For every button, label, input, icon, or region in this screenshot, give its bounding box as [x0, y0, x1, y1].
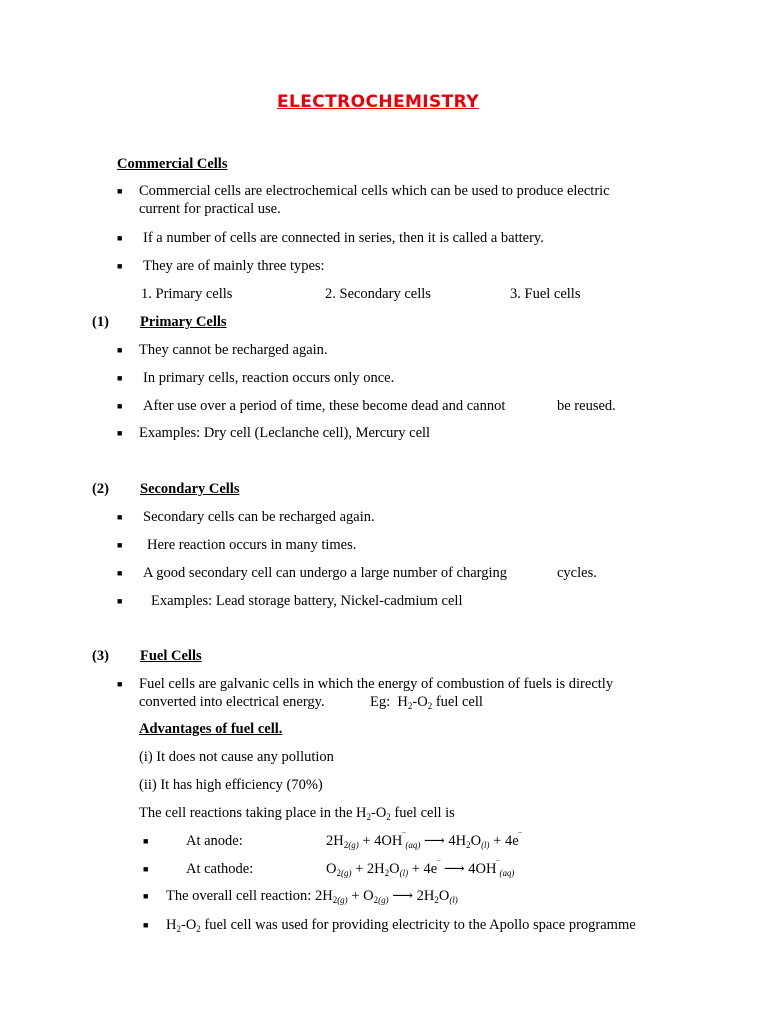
- bullet-icon: ■: [117, 401, 123, 411]
- document-title: ELECTROCHEMISTRY: [277, 92, 479, 112]
- bullet-icon: ■: [117, 428, 123, 438]
- advantages-heading: Advantages of fuel cell.: [139, 721, 283, 737]
- cell-type-secondary: 2. Secondary cells: [325, 286, 431, 302]
- fuel-cells-heading: Fuel Cells: [140, 648, 202, 664]
- bullet-icon: ■: [117, 596, 123, 606]
- bullet-icon: ■: [117, 540, 123, 550]
- cathode-equation: $O_{2(g)} + 2H_2O_{(l)} + 4e^‾$ ⟶ $4OH^‾_{(aq)}$: [326, 860, 515, 879]
- primary-bullet-2: In primary cells, reaction occurs only once.: [143, 370, 395, 386]
- secondary-bullet-4: Examples: Lead storage battery, Nickel-cadmium cell: [151, 593, 463, 609]
- advantage-1: (i) It does not cause any pollution: [139, 749, 334, 765]
- commercial-bullet-1-line-2: current for practical use.: [139, 201, 281, 217]
- anode-label: At anode:: [186, 833, 243, 849]
- anode-equation: $2H_{2(g)} + 4OH^‾_{(aq)}$ ⟶ $4H_2O_{(l)} + 4e^‾$: [326, 832, 522, 851]
- bullet-icon: ■: [117, 261, 123, 271]
- secondary-bullet-1: Secondary cells can be recharged again.: [143, 509, 375, 525]
- commercial-bullet-3: They are of mainly three types:: [143, 258, 325, 274]
- bullet-icon: ■: [143, 836, 149, 846]
- section-number: (3): [92, 648, 109, 664]
- primary-bullet-1: They cannot be recharged again.: [139, 342, 328, 358]
- bullet-icon: ■: [117, 568, 123, 578]
- bullet-icon: ■: [117, 186, 123, 196]
- bullet-icon: ■: [117, 233, 123, 243]
- example-label: Eg:: [370, 694, 391, 710]
- primary-bullet-4: Examples: Dry cell (Leclanche cell), Mercury cell: [139, 425, 431, 441]
- overall-reaction: The overall cell reaction: $2H_{2(g)} + O_{2(g)}$ ⟶ $2H_2O_{(l)}$: [166, 888, 458, 906]
- cell-type-primary: 1. Primary cells: [141, 286, 233, 302]
- primary-cells-heading: Primary Cells: [140, 314, 227, 330]
- section-number: (1): [92, 314, 109, 330]
- bullet-icon: ■: [143, 891, 149, 901]
- commercial-bullet-1-line-1: Commercial cells are electrochemical cells which can be used to produce electric: [139, 183, 610, 199]
- bullet-icon: ■: [117, 345, 123, 355]
- secondary-bullet-3-tail: cycles.: [557, 565, 597, 581]
- section-number: (2): [92, 481, 109, 497]
- reactions-intro: The cell reactions taking place in the $H_2-O_2$ fuel cell is: [139, 805, 455, 823]
- apollo-note: $H_2-O_2$ fuel cell was used for providing electricity to the Apollo space programme: [166, 917, 636, 935]
- bullet-icon: ■: [143, 920, 149, 930]
- bullet-icon: ■: [143, 864, 149, 874]
- fuel-bullet-1-line-1: Fuel cells are galvanic cells in which the energy of combustion of fuels is directly: [139, 676, 614, 692]
- bullet-icon: ■: [117, 512, 123, 522]
- bullet-icon: ■: [117, 679, 123, 689]
- secondary-cells-heading: Secondary Cells: [140, 481, 240, 497]
- commercial-cells-heading: Commercial Cells: [117, 156, 228, 172]
- fuel-bullet-1-line-2: converted into electrical energy.: [139, 694, 325, 710]
- primary-bullet-3-tail: be reused.: [557, 398, 616, 414]
- primary-bullet-3: After use over a period of time, these become dead and cannot: [143, 398, 506, 414]
- advantage-2: (ii) It has high efficiency (70%): [139, 777, 323, 793]
- secondary-bullet-3: A good secondary cell can undergo a large number of charging: [143, 565, 507, 581]
- bullet-icon: ■: [117, 373, 123, 383]
- commercial-bullet-2: If a number of cells are connected in series, then it is called a battery.: [143, 230, 544, 246]
- cathode-label: At cathode:: [186, 861, 254, 877]
- cell-type-fuel: 3. Fuel cells: [510, 286, 581, 302]
- fuel-example: Eg: $H_2-O_2$ fuel cell: [370, 694, 483, 712]
- secondary-bullet-2: Here reaction occurs in many times.: [147, 537, 357, 553]
